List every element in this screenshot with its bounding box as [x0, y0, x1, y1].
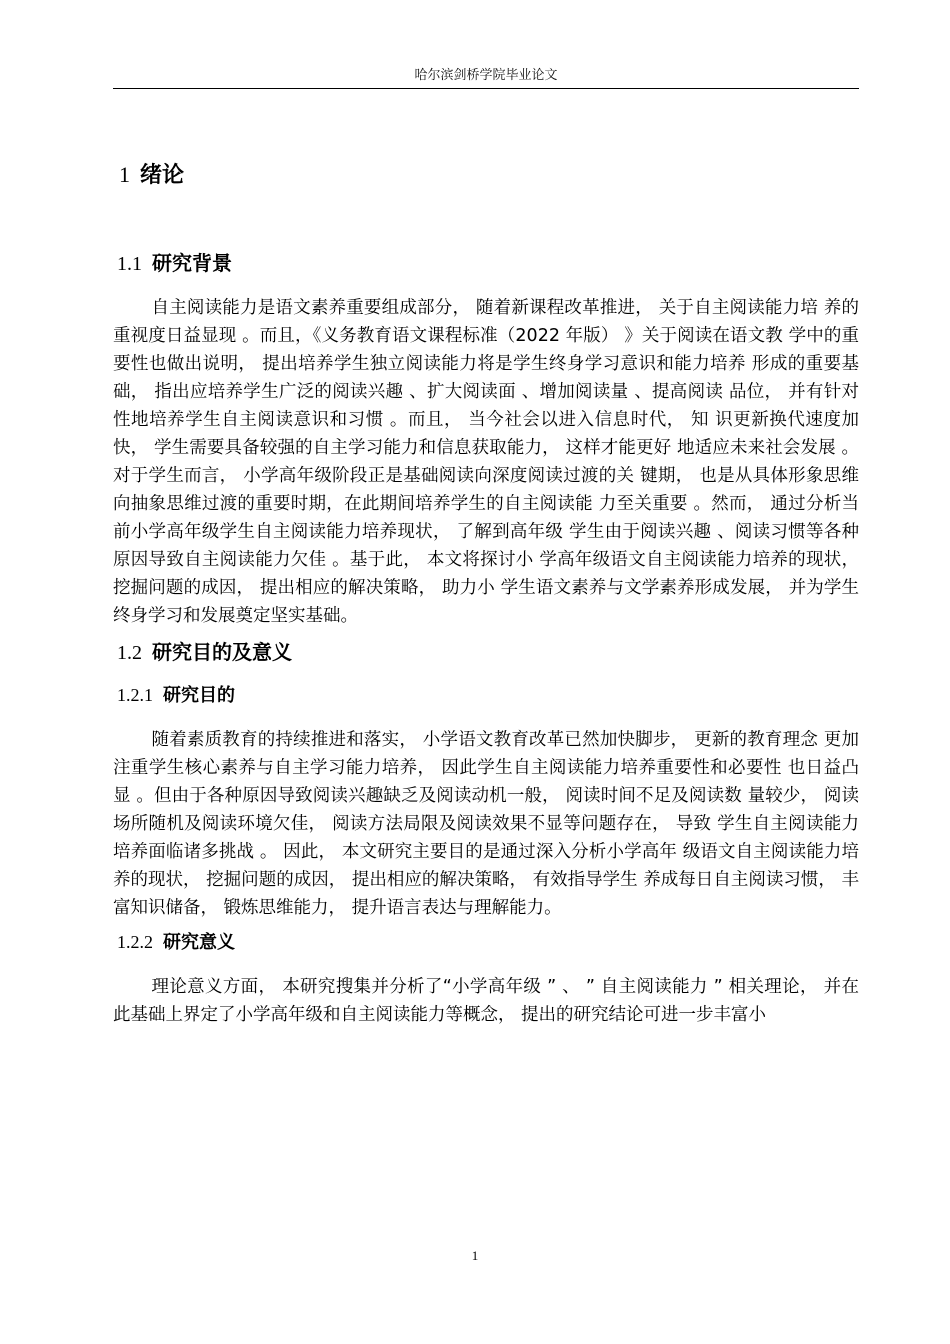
section-heading-background	[117, 241, 859, 286]
section-title: 研究背景	[152, 251, 232, 275]
purpose-paragraph: 随着素质教育的持续推进和落实， 小学语文教育改革已然加快脚步， 更新的教育理念 更加注重学生核心素养与自主学习能力培养， 因此学生自主阅读能力培养重要性和必要性 也日益凸显 。但由于各种原因导致阅读兴趣缺乏及阅读动机一般， 阅读时间不足及阅读数 量较少， 阅读场所随机及阅读环境欠佳， 阅读方法局限及阅读效果不显等问题存在， 导致 学生自主阅读能力培养面临诸多挑战 。 因此， 本文研究主要目的是通过深入分析小学高年 级语文自主阅读能力培养的现状， 挖掘问题的成因， 提出相应的解决策略， 有效指导学生 养成每日自主阅读习惯， 丰富知识储备， 锻炼思维能力， 提升语言表达与理解能力。	[113, 730, 859, 918]
page-header	[113, 64, 859, 89]
significance-paragraph: 理论意义方面， 本研究搜集并分析了“小学高年级 ” 、 ” 自主阅读能力 ” 相关理论， 并在此基础上界定了小学高年级和自主阅读能力等概念， 提出的研究结论可进一步丰富小	[113, 977, 859, 1025]
section-number: 1.2	[117, 642, 142, 664]
section-title: 研究目的及意义	[152, 640, 292, 664]
chapter-title: 绪论	[140, 163, 185, 188]
background-paragraph: 自主阅读能力是语文素养重要组成部分， 随着新课程改革推进， 关于自主阅读能力培 养的重视度日益显现 。而且，《义务教育语文课程标准（2022 年版） 》关于阅读在语文教 学中的重要性也做出说明， 提出培养学生独立阅读能力将是学生终身学习意识和能力培养 形成的重要基础， 指出应培养学生广泛的阅读兴趣 、扩大阅读面 、增加阅读量 、提高阅读 品位， 并有针对性地培养学生自主阅读意识和习惯 。而且， 当今社会以进入信息时代， 知 识更新换代速度加快， 学生需要具备较强的自主学习能力和信息获取能力， 这样才能更好 地适应未来社会发展 。对于学生而言， 小学高年级阶段正是基础阅读向深度阅读过渡的关 键期， 也是从具体形象思维向抽象思维过渡的重要时期，在此期间培养学生的自主阅读能 力至关重要 。然而， 通过分析当前小学高年级学生自主阅读能力培养现状， 了解到高年级 学生由于阅读兴趣 、阅读习惯等各种原因导致自主阅读能力欠佳 。基于此， 本文将探讨小 学高年级语文自主阅读能力培养的现状， 挖掘问题的成因， 提出相应的解决策略， 助力小 学生语文素养与文学素养形成发展， 并为学生终身学习和发展奠定坚实基础。	[113, 298, 859, 626]
header-title: 哈尔滨剑桥学院毕业论文	[414, 68, 558, 83]
document-body	[113, 150, 859, 1029]
chapter-heading	[119, 150, 859, 201]
section-heading-purpose-significance	[117, 630, 859, 675]
subsection-number: 1.2.1	[117, 685, 153, 705]
section-number: 1.1	[117, 253, 142, 275]
subsection-title: 研究意义	[163, 932, 235, 953]
page-number: 1	[471, 1248, 479, 1263]
subsection-title: 研究目的	[163, 685, 235, 706]
chapter-number: 1	[119, 162, 130, 187]
subsection-number: 1.2.2	[117, 932, 153, 952]
subsection-heading-purpose	[117, 675, 859, 716]
subsection-heading-significance	[117, 922, 859, 963]
